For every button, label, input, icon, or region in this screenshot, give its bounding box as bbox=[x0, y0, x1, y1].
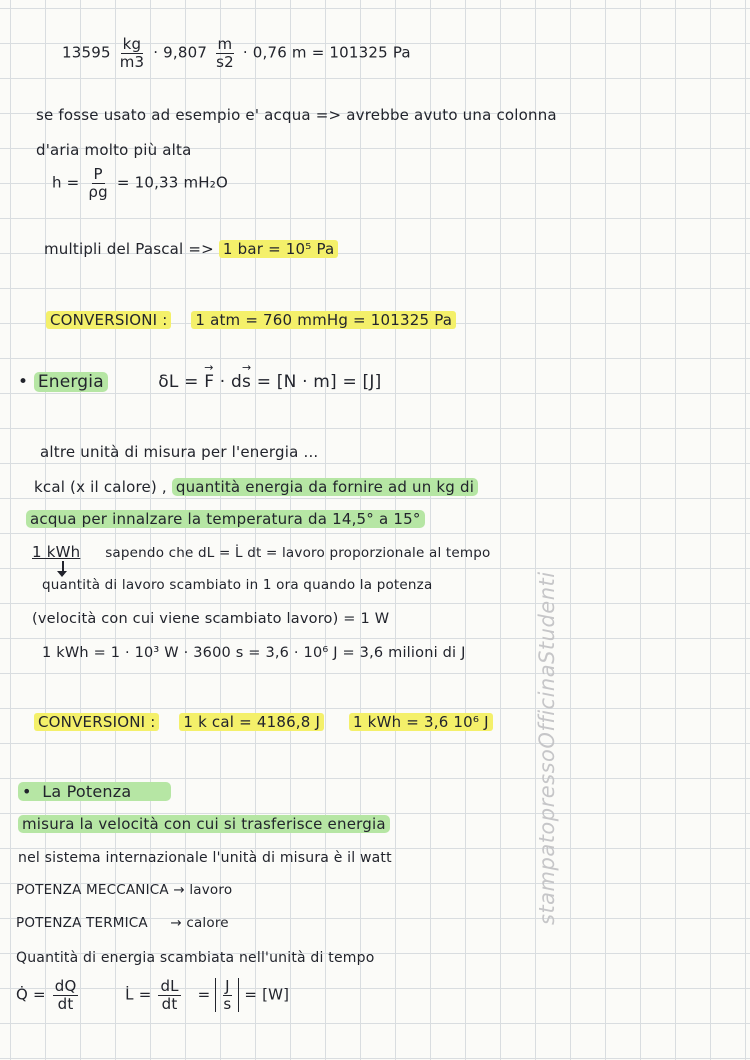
note-line-19: POTENZA MECCANICA → lavoro bbox=[16, 882, 233, 898]
vector-s: → s bbox=[242, 372, 251, 392]
note-line-18: nel sistema internazionale l'unità di misura è il watt bbox=[18, 850, 392, 866]
note-line-14: 1 kWh = 1 · 10³ W · 3600 s = 3,6 · 10⁶ J = 3,6 milioni di J bbox=[42, 645, 466, 661]
highlight-atm: 1 atm = 760 mmHg = 101325 Pa bbox=[191, 311, 456, 329]
bracket-j-s: $\frac{J}{s}$ bbox=[215, 978, 239, 1012]
formula-height: h = $\frac{P}{\rho g}$ = 10,33 mH₂O bbox=[52, 165, 229, 201]
frac-p-rho-g: $\frac{P}{\rho g}$ bbox=[88, 165, 108, 201]
note-kcal: kcal (x il calore) , quantità energia da fornire ad un kg di bbox=[34, 478, 478, 496]
highlight-kwh-j: 1 kWh = 3,6 10⁶ J bbox=[349, 713, 493, 731]
highlight-kcal-j: 1 k cal = 4186,8 J bbox=[179, 713, 324, 731]
frac-kg-m3: $\frac{kg}{m3}$ bbox=[119, 35, 145, 71]
conversioni-energia bbox=[34, 713, 493, 731]
note-line-17 bbox=[18, 815, 390, 833]
note-line-21: Quantità di energia scambiata nell'unità di tempo bbox=[16, 950, 375, 966]
formula-potenza: Q̇ = $\frac{dQ}{dt}$ L̇ = $\frac{dL}{dt}$ = $\frac{J}{s}$ = [W] bbox=[16, 977, 290, 1013]
note-line-3: d'aria molto più alta bbox=[36, 141, 192, 159]
heading-potenza bbox=[18, 782, 171, 801]
note-line-20: POTENZA TERMICA → calore bbox=[16, 915, 229, 931]
note-multipli: multipli del Pascal => 1 bar = 10⁵ Pa bbox=[44, 240, 338, 258]
conversioni-label-2: CONVERSIONI : bbox=[34, 713, 159, 731]
energia-label: Energia bbox=[34, 372, 108, 392]
formula-pressure: 13595 $\frac{kg}{m3}$ · 9,807 $\frac{m}{s2}$ · 0,76 m = 101325 Pa bbox=[62, 35, 411, 71]
highlight-acqua: acqua per innalzare la temperatura da 14,5° a 15° bbox=[26, 510, 425, 528]
note-acqua bbox=[26, 510, 425, 528]
highlight-bar: 1 bar = 10⁵ Pa bbox=[219, 240, 339, 258]
heading-energia: • Energia δL = → F · d→ s = [N · m] = [J] bbox=[18, 372, 381, 392]
frac-dq-dt: $\frac{dQ}{dt}$ bbox=[54, 977, 77, 1013]
conversioni-pressione bbox=[46, 311, 456, 329]
potenza-label: • La Potenza bbox=[18, 782, 171, 801]
frac-dl-dt: $\frac{dL}{dt}$ bbox=[160, 977, 179, 1013]
note-line-8: altre unità di misura per l'energia ... bbox=[40, 443, 319, 461]
vector-f: → F bbox=[204, 372, 214, 392]
highlight-kcal: quantità energia da fornire ad un kg di bbox=[172, 478, 478, 496]
conversioni-label: CONVERSIONI : bbox=[46, 311, 171, 329]
watermark: stampatopressoOfficinaStudenti bbox=[535, 571, 559, 925]
frac-m-s2: $\frac{m}{s2}$ bbox=[216, 35, 234, 71]
highlight-velocita: misura la velocità con cui si trasferisce energia bbox=[18, 815, 390, 833]
note-line-2: se fosse usato ad esempio e' acqua => avrebbe avuto una colonna bbox=[36, 106, 557, 124]
note-line-12: quantità di lavoro scambiato in 1 ora quando la potenza bbox=[42, 577, 433, 593]
note-line-13: (velocità con cui viene scambiato lavoro) = 1 W bbox=[32, 611, 390, 627]
note-kwh: 1 kWh sapendo che dL = L̇ dt = lavoro proporzionale al tempo bbox=[32, 543, 491, 561]
